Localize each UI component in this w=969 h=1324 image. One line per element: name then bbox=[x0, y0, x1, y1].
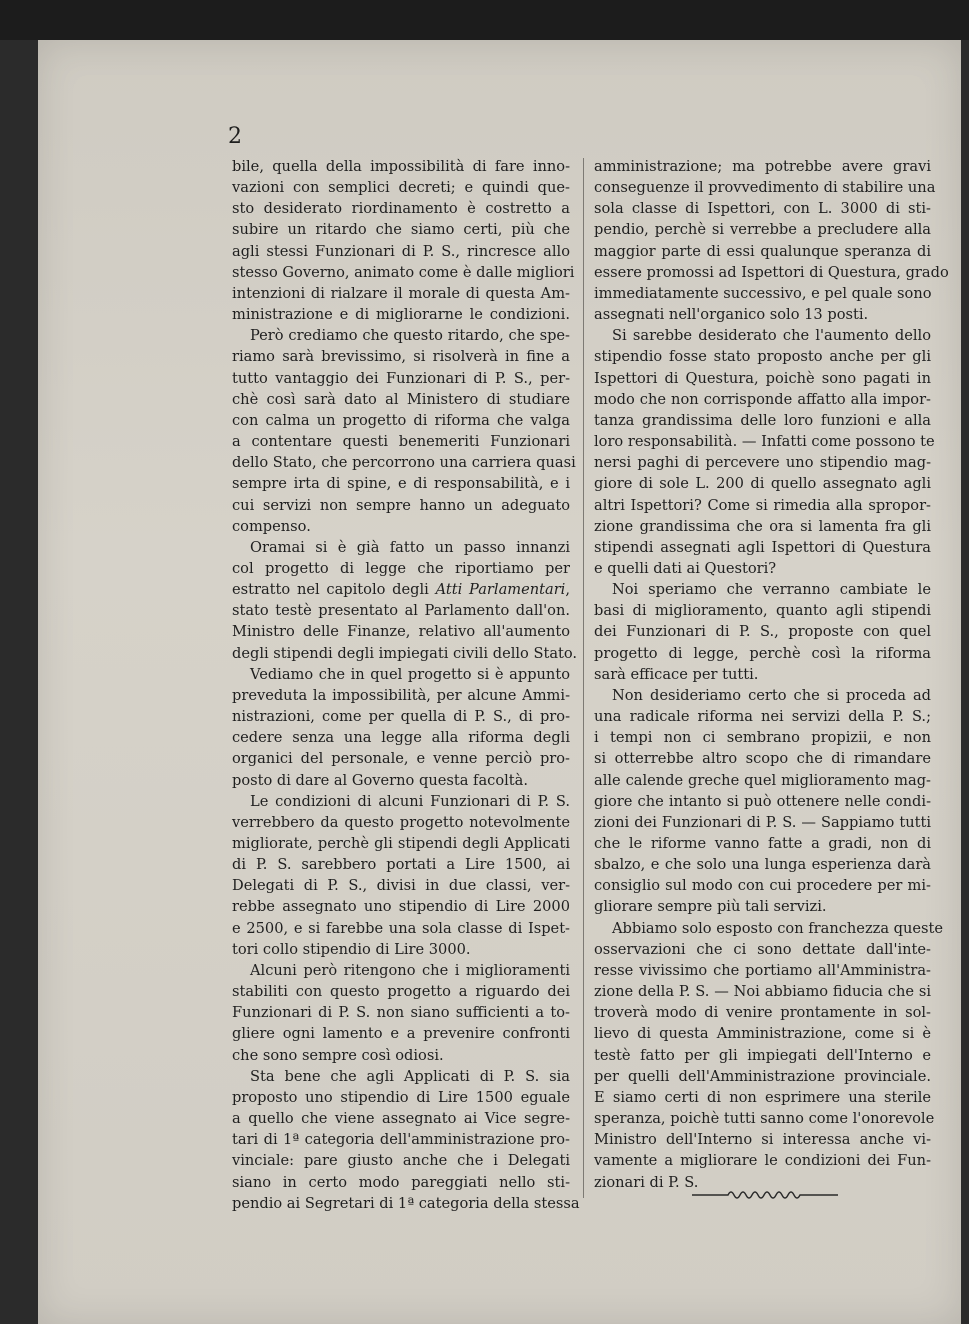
text-line: Non desideriamo certo che si proceda ad bbox=[612, 686, 931, 704]
column-divider bbox=[583, 158, 584, 1198]
text-line: e 2500, e si farebbe una sola classe di Ispet- bbox=[232, 919, 570, 937]
text-line: compenso. bbox=[232, 517, 311, 535]
text-line: sarà efficace per tutti. bbox=[594, 665, 759, 683]
text-line: Abbiamo solo esposto con franchezza queste bbox=[612, 919, 944, 937]
text-line: zione della P. S. — Noi abbiamo fiducia che si bbox=[594, 983, 931, 1001]
text-line: proposto uno stipendio di Lire 1500 eguale bbox=[232, 1088, 570, 1106]
text-line: a quello che viene assegnato ai Vice segre- bbox=[232, 1110, 570, 1128]
text-line: a contentare questi benemeriti Funzionari bbox=[232, 433, 570, 451]
text-line: che sono sempre così odiosi. bbox=[232, 1046, 444, 1064]
text-line: cui servizi non sempre hanno un adeguato bbox=[232, 496, 570, 514]
text-line: Vediamo che in quel progetto si è appunto bbox=[250, 665, 570, 683]
text-line: agli stessi Funzionari di P. S., rincresce allo bbox=[232, 242, 570, 260]
left-text-column bbox=[232, 156, 580, 1214]
text-line: di P. S. sarebbero portati a Lire 1500, ai bbox=[232, 856, 570, 874]
text-line: amministrazione; ma potrebbe avere gravi bbox=[594, 158, 931, 175]
text-line: consiglio sul modo con cui procedere per mi- bbox=[594, 877, 931, 895]
text-line: dei Funzionari di P. S., proposte con quel bbox=[594, 623, 931, 641]
text-line: Si sarebbe desiderato che l'aumento dello bbox=[612, 327, 931, 345]
text-line: sto desiderato riordinamento è costretto a bbox=[232, 200, 570, 218]
text-line: rebbe assegnato uno stipendio di Lire 2000 bbox=[232, 898, 570, 916]
text-line: con calma un progetto di riforma che valga bbox=[232, 411, 570, 429]
text-line: modo che non corrisponde affatto alla impor- bbox=[594, 390, 931, 408]
text-line: stipendi assegnati agli Ispettori di Questura bbox=[594, 538, 931, 556]
text-line: vamente a migliorare le condizioni dei Fun- bbox=[594, 1152, 931, 1170]
text-line: gliere ogni lamento e a prevenire confronti bbox=[232, 1025, 570, 1043]
text-line: gliorare sempre più tali servizi. bbox=[594, 898, 827, 916]
text-line: conseguenze il provvedimento di stabilire una bbox=[594, 179, 936, 197]
text-line: speranza, poichè tutti sanno come l'onorevole bbox=[594, 1110, 935, 1128]
scan-border-top bbox=[0, 0, 969, 40]
text-line: troverà modo di venire prontamente in sol- bbox=[594, 1004, 931, 1022]
text-line: altri Ispettori? Come si rimedia alla spropor- bbox=[594, 496, 931, 514]
text-line: dello Stato, che percorrono una carriera quasi bbox=[232, 454, 576, 472]
text-line: tari di 1ª categoria dell'amministrazione pro- bbox=[232, 1131, 570, 1149]
text-line: organici del personale, e venne perciò pro- bbox=[232, 750, 570, 768]
text-line: vinciale: pare giusto anche che i Delegati bbox=[232, 1152, 570, 1170]
text-line: Ispettori di Questura, poichè sono pagati in bbox=[594, 369, 931, 387]
text-line: basi di miglioramento, quanto agli stipendi bbox=[594, 602, 931, 620]
text-line: stipendio fosse stato proposto anche per gli bbox=[594, 348, 931, 366]
text-line: zione grandissima che ora si lamenta fra gli bbox=[594, 517, 931, 535]
right-text-column bbox=[594, 156, 949, 1193]
text-line: osservazioni che ci sono dettate dall'inte- bbox=[594, 940, 931, 958]
text-line: riamo sarà brevissimo, si risolverà in fine a bbox=[232, 348, 570, 366]
text-line: Le condizioni di alcuni Funzionari di P. S. bbox=[250, 792, 570, 810]
italic-title: Atti Parlamentari bbox=[435, 581, 566, 599]
text-line: pendio, perchè si verrebbe a precludere alla bbox=[594, 221, 931, 239]
text-line: testè fatto per gli impiegati dell'Interno e bbox=[594, 1046, 931, 1064]
text-line: Ministro delle Finanze, relativo all'aumento bbox=[232, 623, 570, 641]
text-line: sbalzo, e che solo una lunga esperienza darà bbox=[594, 856, 931, 874]
text-line: Noi speriamo che verranno cambiate le bbox=[612, 581, 931, 599]
text-line: nersi paghi di percevere uno stipendio mag- bbox=[594, 454, 931, 472]
text-line: siano in certo modo pareggiati nello sti- bbox=[232, 1173, 570, 1191]
text-line: E siamo certi di non esprimere una sterile bbox=[594, 1088, 931, 1106]
text-line: giore che intanto si può ottenere nelle condi- bbox=[594, 792, 931, 810]
text-line: pendio ai Segretari di 1ª categoria della stessa bbox=[232, 1194, 580, 1212]
text-line: chè così sarà dato al Ministero di studiare bbox=[232, 390, 570, 408]
text-line: Delegati di P. S., divisi in due classi, ver- bbox=[232, 877, 570, 895]
text-line: verrebbero da questo progetto notevolmente bbox=[232, 813, 570, 831]
text-line: Alcuni però ritengono che i miglioramenti bbox=[250, 961, 570, 979]
text-line: progetto di legge, perchè così la riforma bbox=[594, 644, 931, 662]
text-line: essere promossi ad Ispettori di Questura, grado bbox=[594, 263, 949, 281]
text-line: subire un ritardo che siamo certi, più che bbox=[232, 221, 570, 239]
text-line: che le riforme vanno fatte a gradi, non di bbox=[594, 835, 931, 852]
text-line: stabiliti con questo progetto a riguardo dei bbox=[232, 983, 570, 1001]
text-line: i tempi non ci sembrano propizii, e non bbox=[594, 729, 931, 747]
text-line: maggior parte di essi qualunque speranza di bbox=[594, 242, 931, 260]
text-line: si otterrebbe altro scopo che di rimandare bbox=[594, 750, 931, 768]
text-line: bile, quella della impossibilità di fare inno- bbox=[232, 158, 570, 175]
text-line: stesso Governo, animato come è dalle migliori bbox=[232, 263, 575, 281]
text-line: Sta bene che agli Applicati di P. S. sia bbox=[250, 1067, 570, 1085]
text-line: preveduta la impossibilità, per alcune Ammi- bbox=[232, 686, 570, 704]
text-line: per quelli dell'Amministrazione provinciale. bbox=[594, 1067, 931, 1085]
text-line: e quelli dati ai Questori? bbox=[594, 559, 777, 577]
text-line: posto di dare al Governo questa facoltà. bbox=[232, 771, 528, 789]
text-line: degli stipendi degli impiegati civili dello Stato. bbox=[232, 644, 578, 662]
text-line: cedere senza una legge alla riforma degli bbox=[232, 729, 570, 747]
text-line: stato testè presentato al Parlamento dall'on. bbox=[232, 602, 570, 620]
text-line: giore di sole L. 200 di quello assegnato agli bbox=[594, 475, 931, 493]
text-line: lievo di questa Amministrazione, come si è bbox=[594, 1025, 931, 1043]
text-line: col progetto di legge che riportiamo per bbox=[232, 559, 570, 577]
text-line: estratto nel capitolo degli Atti Parlamentari, bbox=[232, 581, 570, 599]
text-line: resse vivissimo che portiamo all'Amministra- bbox=[594, 961, 931, 979]
text-line: nistrazioni, come per quella di P. S., di pro- bbox=[232, 708, 570, 726]
text-line: tori collo stipendio di Lire 3000. bbox=[232, 940, 471, 958]
text-line: loro responsabilità. — Infatti come possono te bbox=[594, 433, 935, 451]
text-line: Però crediamo che questo ritardo, che spe- bbox=[250, 327, 570, 345]
text-line: intenzioni di rialzare il morale di questa Am- bbox=[232, 284, 570, 302]
text-line: Oramai si è già fatto un passo innanzi bbox=[250, 538, 570, 556]
text-line: sola classe di Ispettori, con L. 3000 di sti- bbox=[594, 200, 931, 218]
text-line: immediatamente successivo, e pel quale sono bbox=[594, 284, 932, 302]
closing-ornament bbox=[690, 1186, 840, 1202]
text-line: Ministro dell'Interno si interessa anche vi- bbox=[594, 1131, 931, 1149]
text-line: alle calende greche quel miglioramento mag- bbox=[594, 771, 931, 789]
text-line: tutto vantaggio dei Funzionari di P. S., per- bbox=[232, 369, 570, 387]
text-line: una radicale riforma nei servizi della P. S.; bbox=[594, 708, 931, 726]
text-line: assegnati nell'organico solo 13 posti. bbox=[594, 306, 869, 324]
text-line: zioni dei Funzionari di P. S. — Sappiamo tutti bbox=[594, 813, 931, 831]
text-line: vazioni con semplici decreti; e quindi que- bbox=[232, 179, 570, 197]
text-line: ministrazione e di migliorarne le condizioni. bbox=[232, 306, 570, 324]
page-number: 2 bbox=[228, 124, 242, 149]
text-line: Funzionari di P. S. non siano sufficienti a to- bbox=[232, 1004, 570, 1022]
text-line: migliorate, perchè gli stipendi degli Applicati bbox=[232, 835, 570, 852]
text-line: zionari di P. S. bbox=[594, 1173, 699, 1191]
text-line: sempre irta di spine, e di responsabilità, e i bbox=[232, 475, 570, 493]
text-line: tanza grandissima delle loro funzioni e alla bbox=[594, 411, 931, 429]
